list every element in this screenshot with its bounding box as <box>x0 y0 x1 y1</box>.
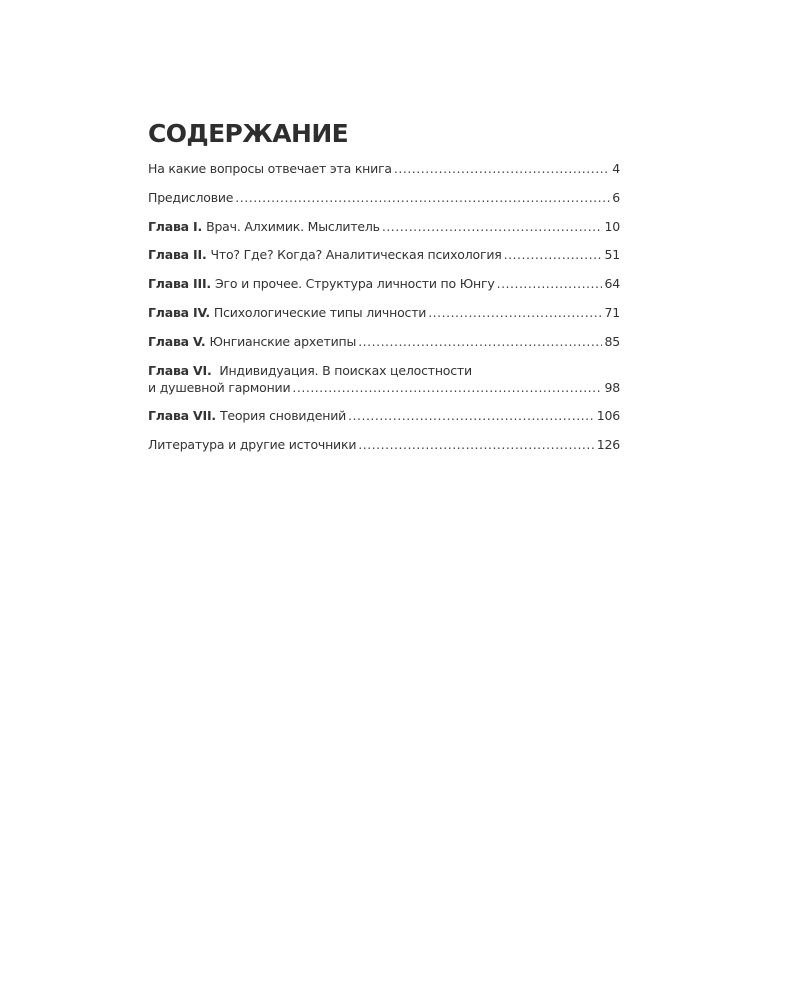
toc-entry-title: Литература и другие источники <box>148 437 357 453</box>
chapter-label: Глава VI. <box>148 362 212 378</box>
toc-page <box>148 118 620 465</box>
toc-page-number: 10 <box>604 218 620 234</box>
toc-entry-chapter-3[interactable] <box>148 275 620 292</box>
chapter-label: Глава IV. <box>148 304 210 320</box>
table-of-contents <box>148 160 620 453</box>
toc-entry-title: Эго и прочее. Структура личности по Юнгу <box>214 276 495 292</box>
dot-leader <box>348 407 595 424</box>
dot-leader <box>235 189 610 206</box>
toc-entry-title-continued: и душевной гармонии <box>148 379 291 395</box>
toc-page-number: 4 <box>612 161 620 176</box>
toc-entry-preface-questions[interactable] <box>148 160 620 177</box>
chapter-label: Глава II. <box>148 247 207 263</box>
chapter-label: Глава I. <box>148 218 203 234</box>
toc-entry-title: Теория сновидений <box>219 408 347 424</box>
dot-leader <box>428 304 602 321</box>
toc-entry-title: Врач. Алхимик. Мыслитель <box>206 218 380 234</box>
toc-entry-bibliography[interactable] <box>148 436 620 453</box>
dot-leader <box>358 333 602 350</box>
toc-entry-chapter-1[interactable] <box>148 218 620 235</box>
toc-page-number: 64 <box>604 276 620 292</box>
toc-page-number: 85 <box>604 333 620 349</box>
toc-page-number: 51 <box>604 247 620 263</box>
toc-entry-title: Что? Где? Когда? Аналитическая психология <box>210 247 502 263</box>
toc-entry-chapter-7[interactable] <box>148 407 620 424</box>
toc-page-number: 126 <box>596 437 620 453</box>
toc-entry-chapter-4[interactable] <box>148 304 620 321</box>
toc-entry-title: Индивидуация. В поисках целостности <box>219 362 472 378</box>
chapter-label: Глава V. <box>148 333 206 349</box>
dot-leader <box>382 218 603 235</box>
toc-entry-title: Психологические типы личности <box>213 304 427 320</box>
toc-entry-title: Юнгианские архетипы <box>209 333 357 349</box>
dot-leader <box>292 379 602 396</box>
page-title: СОДЕРЖАНИЕ <box>148 119 349 148</box>
toc-entry-title: Предисловие <box>148 189 234 205</box>
toc-entry-chapter-2[interactable] <box>148 246 620 263</box>
chapter-label: Глава III. <box>148 276 211 292</box>
toc-entry-chapter-6[interactable] <box>148 362 620 396</box>
dot-leader <box>358 436 594 453</box>
dot-leader <box>497 275 603 292</box>
toc-page-number: 106 <box>596 408 620 424</box>
toc-entry-chapter-5[interactable] <box>148 333 620 350</box>
toc-page-number: 71 <box>604 304 620 320</box>
toc-page-number: 6 <box>612 189 620 205</box>
toc-entry-title: На какие вопросы отвечает эта книга <box>148 161 392 176</box>
dot-leader <box>504 246 603 263</box>
dot-leader <box>394 160 610 177</box>
toc-entry-foreword[interactable] <box>148 189 620 206</box>
chapter-label: Глава VII. <box>148 408 216 424</box>
toc-page-number: 98 <box>604 379 620 395</box>
